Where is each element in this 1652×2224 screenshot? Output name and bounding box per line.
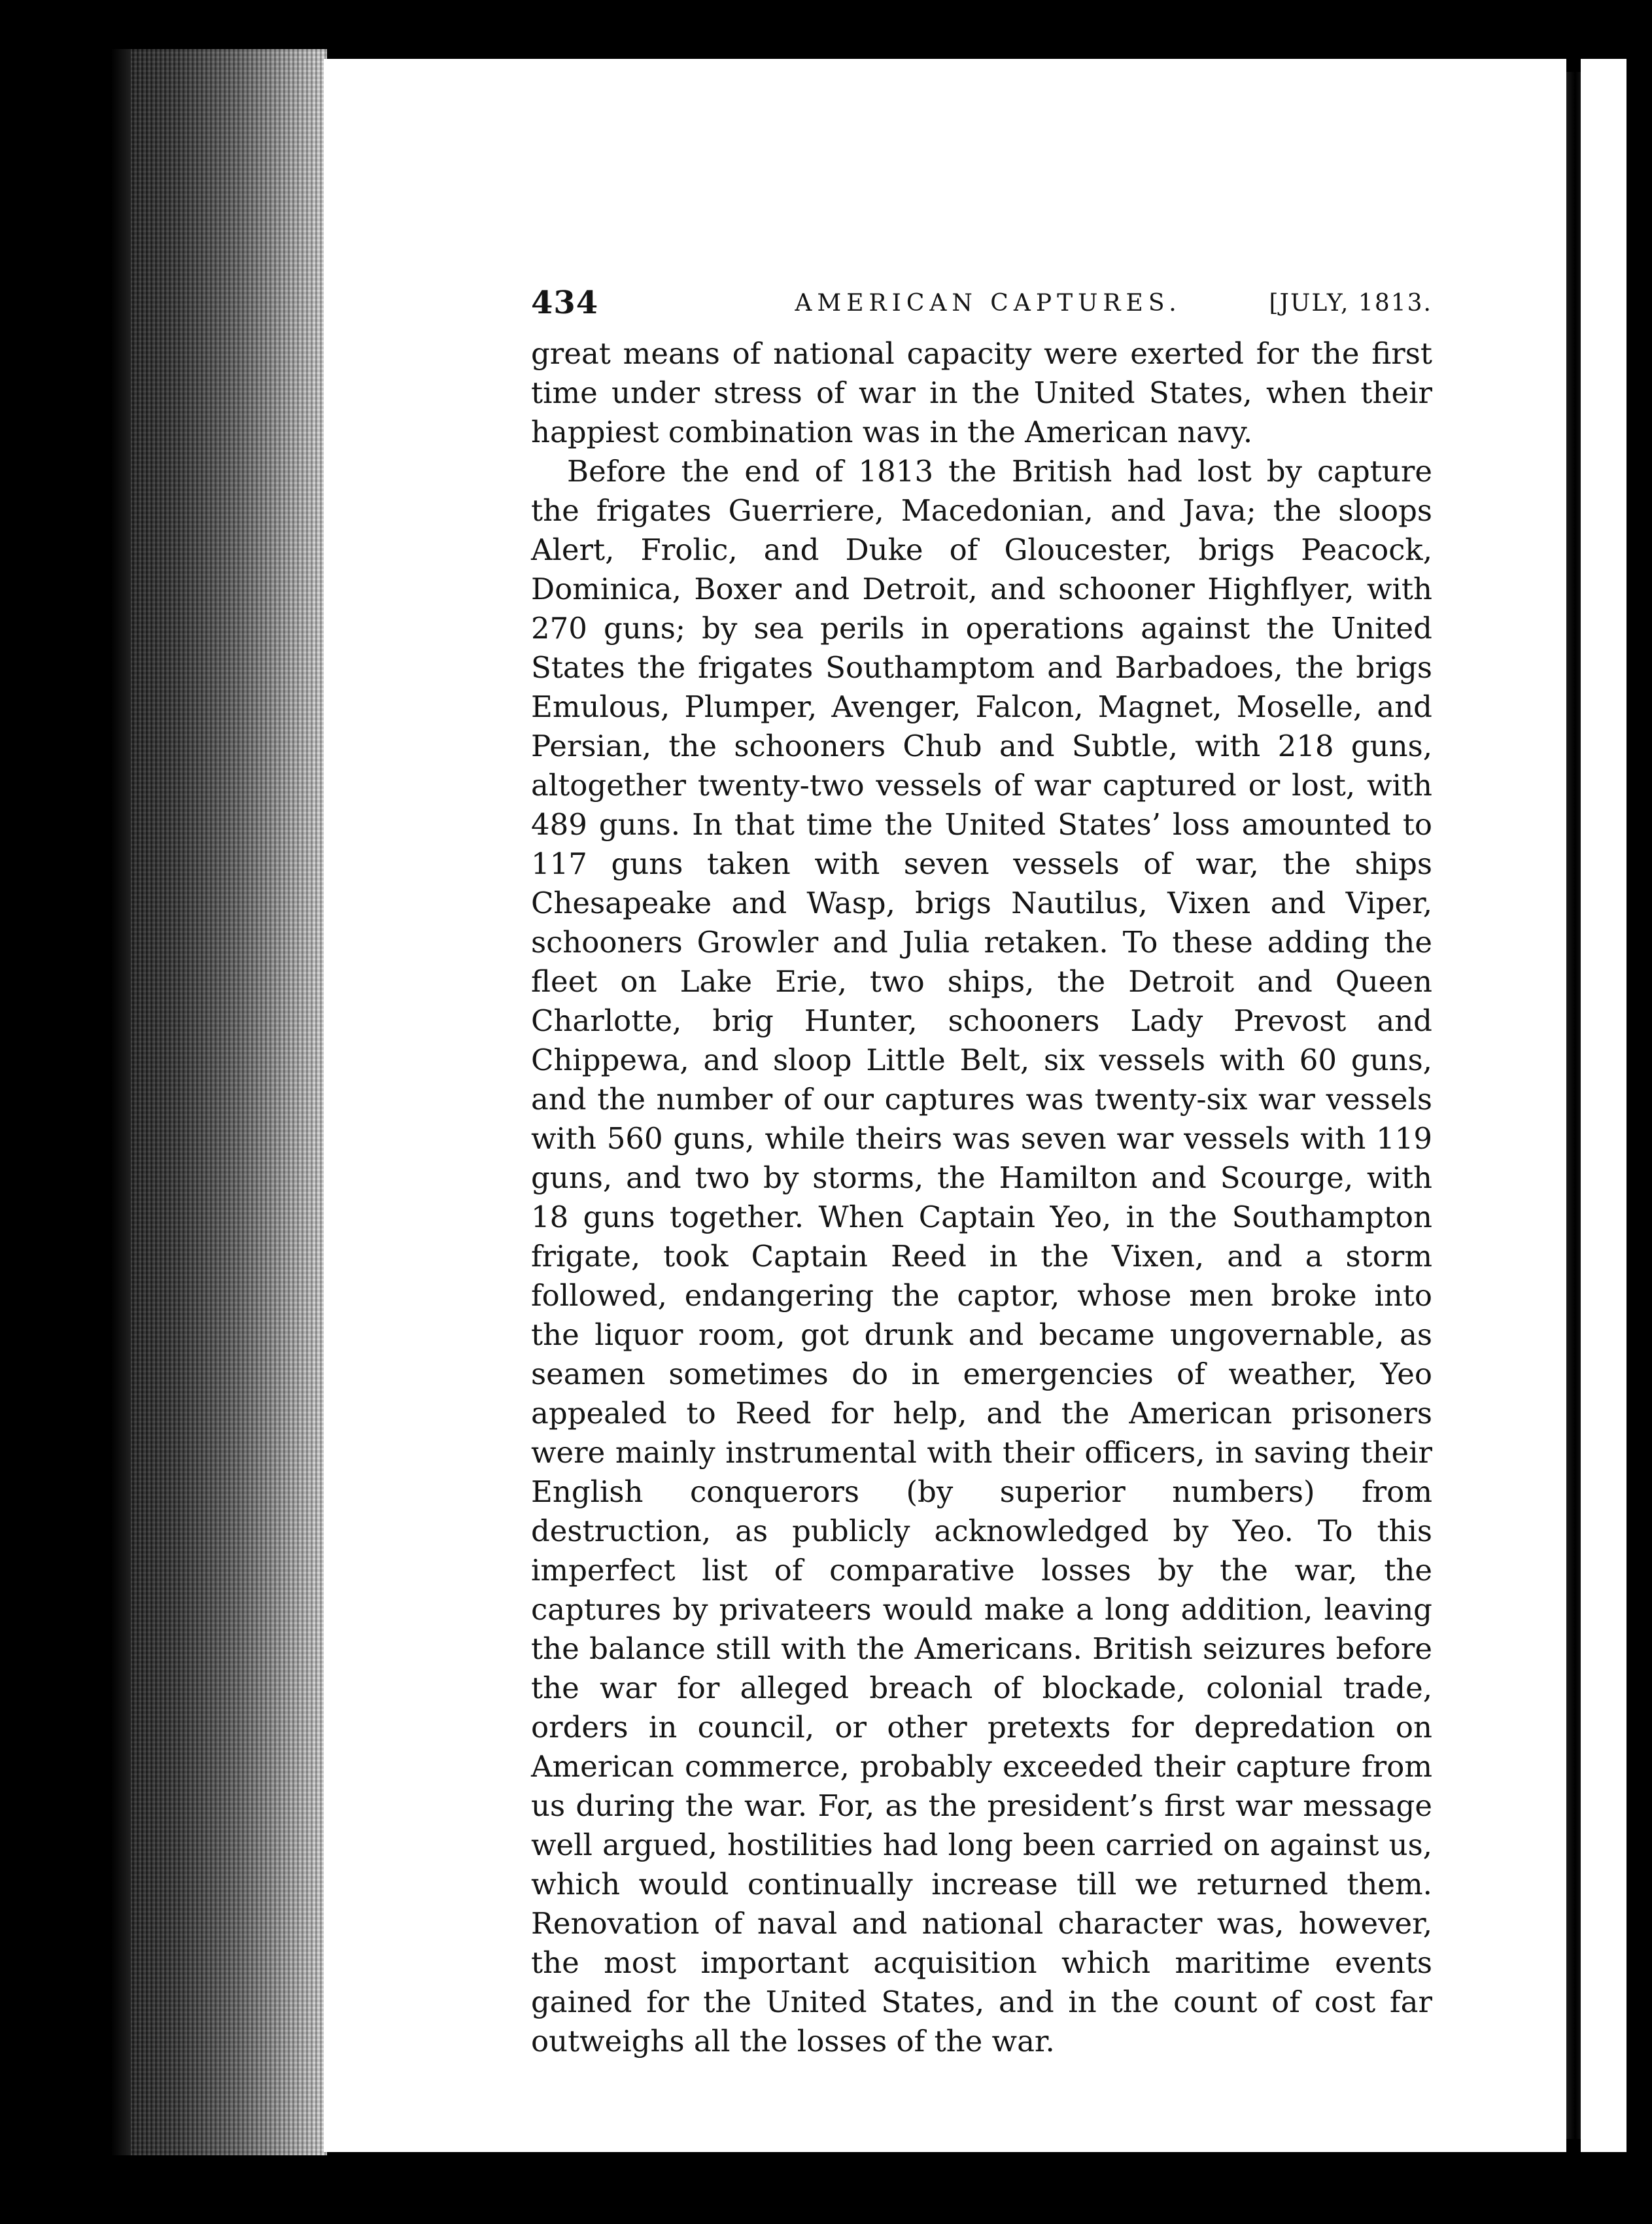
paragraph-continued: great means of national capacity were exerted for the first time under stress of war in the United States, when their happiest combination was in the American navy. bbox=[531, 336, 1432, 449]
scan-speck bbox=[1479, 31, 1486, 38]
body-text bbox=[531, 334, 1432, 2061]
page-number: 434 bbox=[531, 285, 599, 321]
scan-speck bbox=[621, 16, 625, 26]
facing-page-strip bbox=[1581, 59, 1626, 2152]
running-date: [JULY, 1813. bbox=[1269, 290, 1432, 317]
running-head bbox=[531, 285, 1432, 334]
scan-speck bbox=[674, 20, 679, 25]
book-gutter-shadow bbox=[131, 49, 327, 2155]
page-text bbox=[531, 285, 1432, 2061]
facing-page-edge bbox=[1566, 72, 1581, 2139]
paragraph: Before the end of 1813 the British had lost by capture the frigates Guerriere, Macedonian, and Java; the sloops Alert, Frolic, and Duke of Gloucester, brigs Peacock, Dominica, Boxer and Detroit, and schooner Highflyer, with 270 guns; by sea perils in operations against the United States the frigates Southamptom and Barbadoes, the brigs Emulous, Plumper, Avenger, Falcon, Magnet, Moselle, and Persian, the schooners Chub and Subtle, with 218 guns, altogether twenty-two vessels of war captured or lost, with 489 guns. In that time the United States’ loss amounted to 117 guns taken with seven vessels of war, the ships Chesapeake and Wasp, brigs Nautilus, Vixen and Viper, schooners Growler and Julia retaken. To these adding the fleet on Lake Erie, two ships, the Detroit and Queen Charlotte, brig Hunter, schooners Lady Prevost and Chippewa, and sloop Little Belt, six vessels with 60 guns, and the number of our captures was twenty-six war vessels with 560 guns, while theirs was seven war vessels with 119 guns, and two by storms, the Hamilton and Scourge, with 18 guns together. When Captain Yeo, in the Southampton frigate, took Captain Reed in the Vixen, and a storm followed, endangering the captor, whose men broke into the liquor room, got drunk and became ungovernable, as seamen sometimes do in emergencies of weather, Yeo appealed to Reed for help, and the American prisoners were mainly instrumental with their officers, in saving their English conquerors (by superior numbers) from destruction, as publicly acknowledged by Yeo. To this imperfect list of comparative losses by the war, the captures by privateers would make a long addition, leaving the balance still with the Americans. British seizures before the war for alleged breach of blockade, colonial trade, orders in council, or other pretexts for depredation on American commerce, probably exceeded their capture from us during the war. For, as the president’s first war message well argued, hostilities had long been carried on against us, which would continually increase till we returned them. Renovation of naval and national character was, however, the most important acquisition which maritime events gained for the United States, and in the count of cost far outweighs all the losses of the war. bbox=[531, 454, 1432, 2059]
running-title: AMERICAN CAPTURES. bbox=[795, 290, 1182, 317]
